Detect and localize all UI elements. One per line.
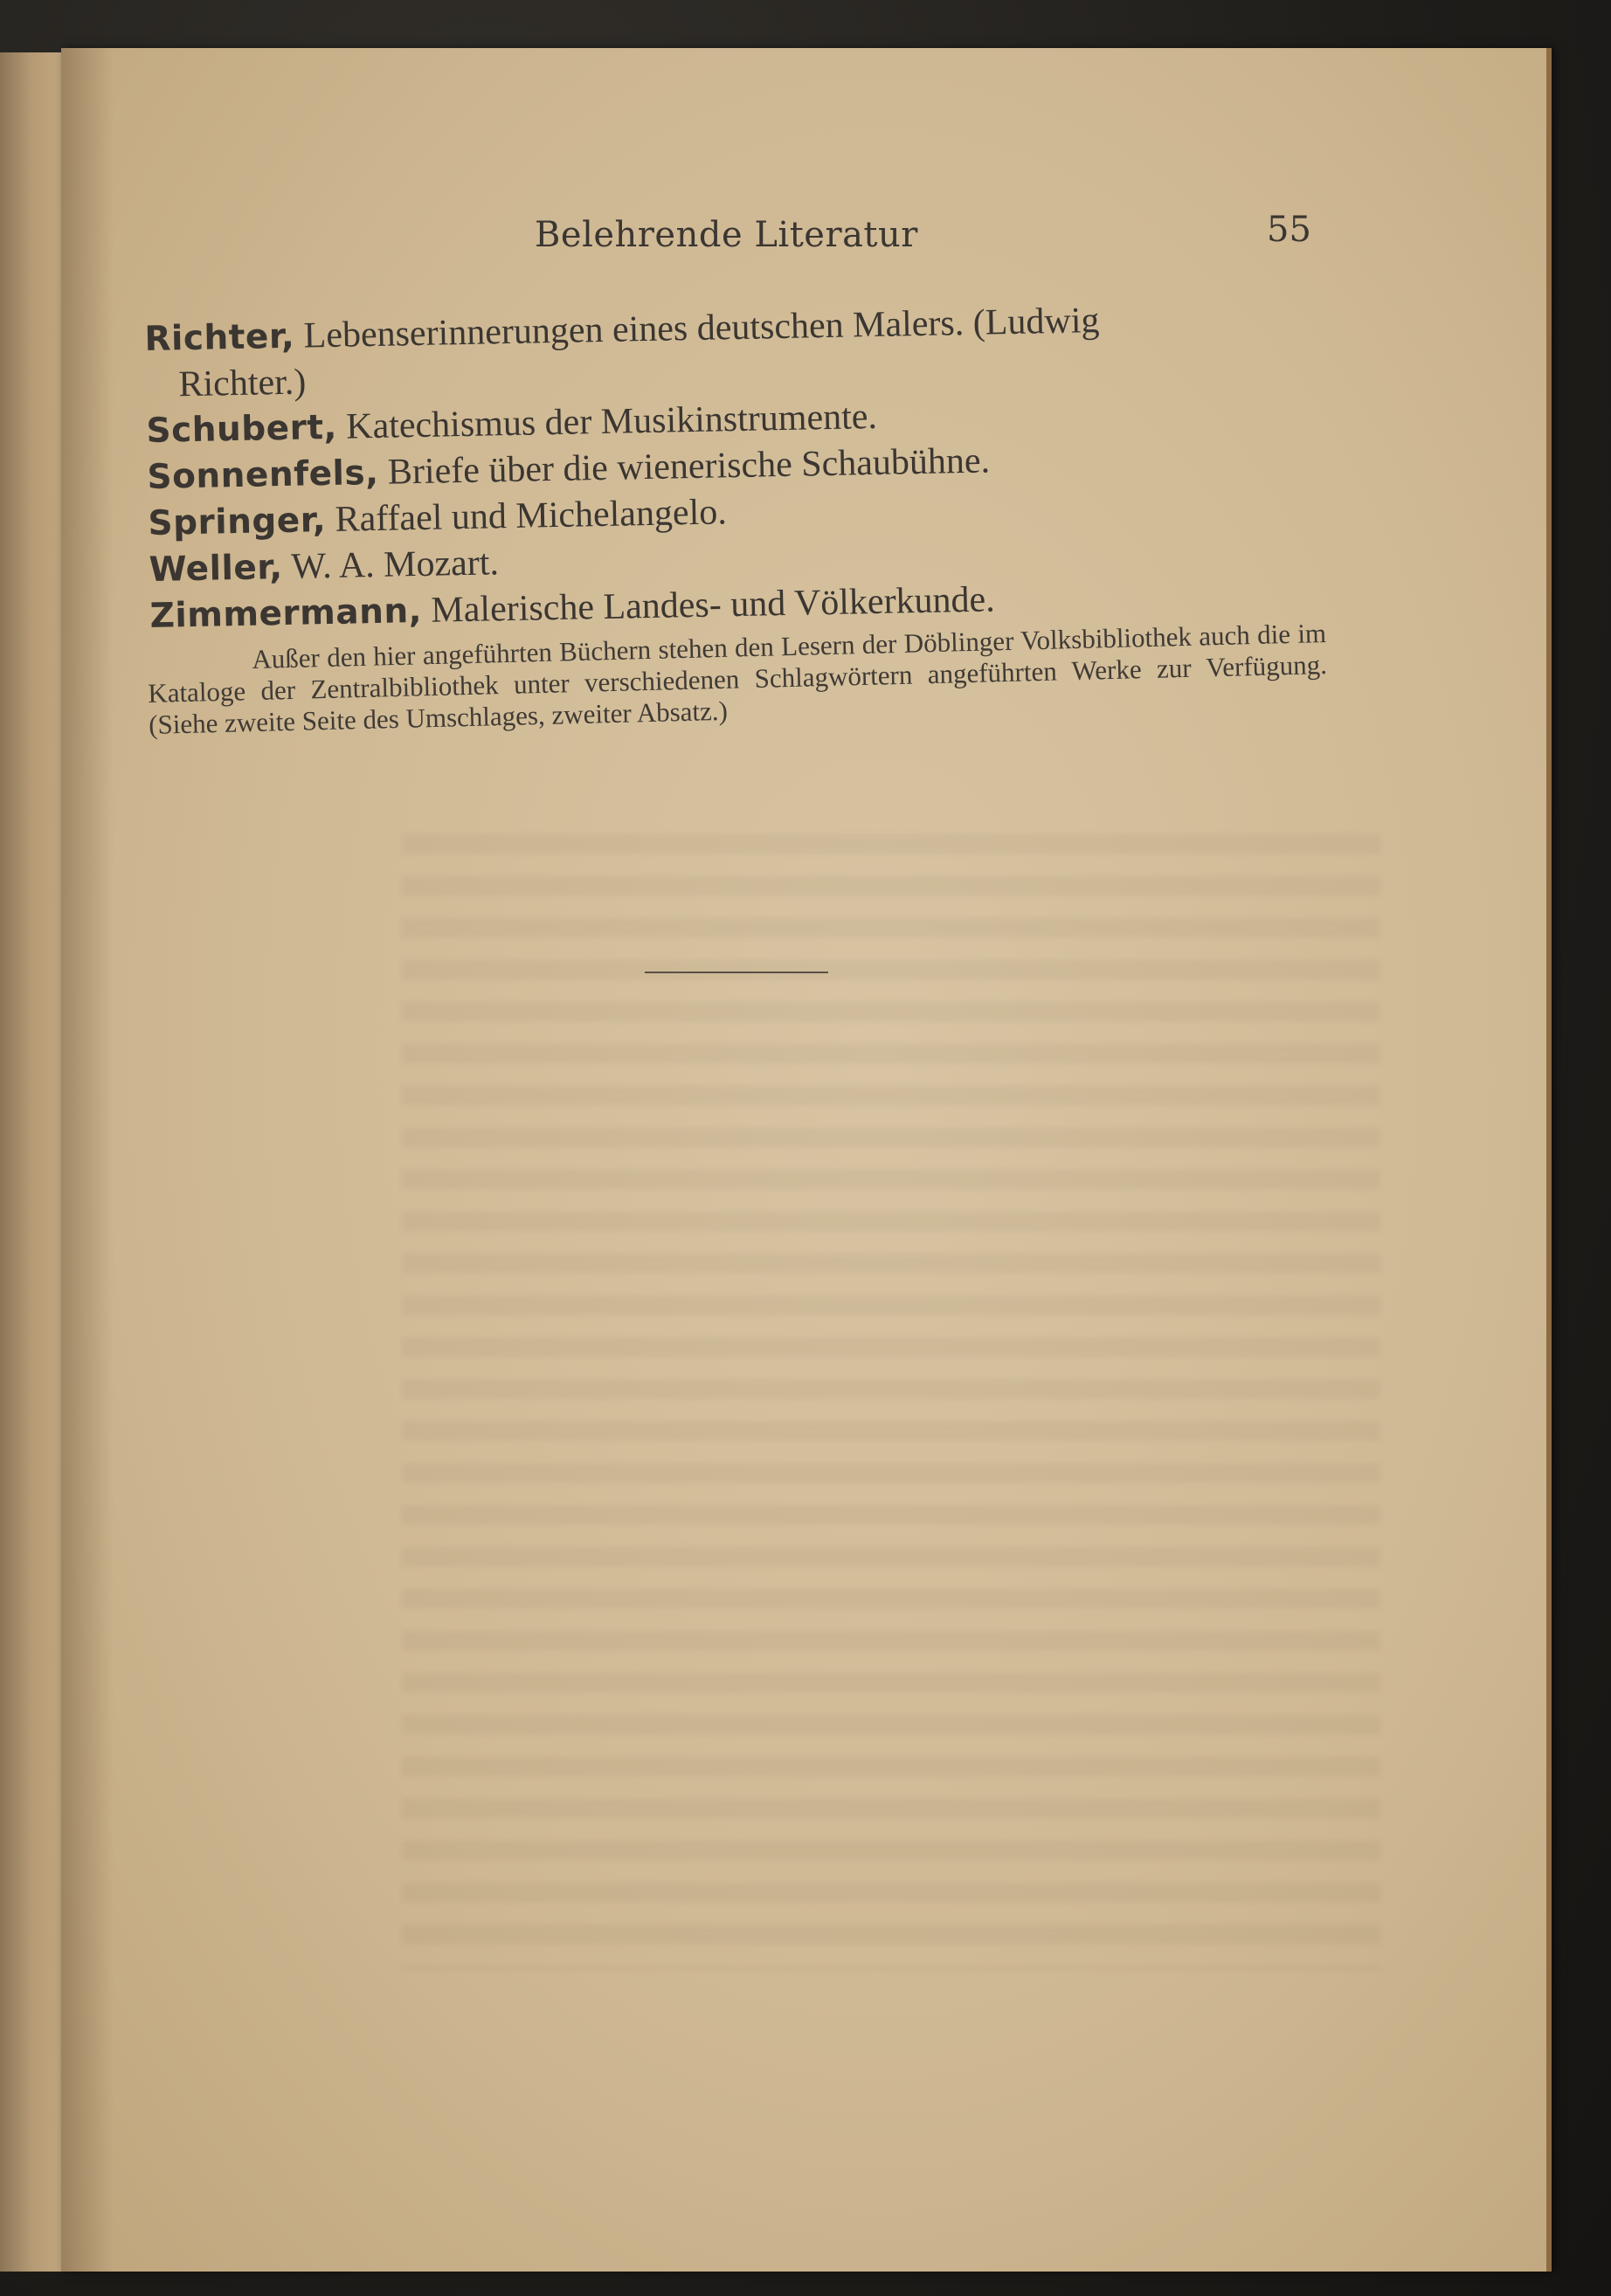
- show-through-text: [402, 834, 1380, 1970]
- entry-author: Weller,: [149, 548, 284, 590]
- entry-title: Katechismus der Musikinstrumente.: [345, 396, 878, 447]
- entry-author: Zimmermann,: [149, 591, 423, 636]
- entry-title: Malerische Landes- und Völkerkunde.: [430, 579, 996, 631]
- entry-title: Raffael und Michelangelo.: [335, 492, 728, 540]
- entry-title-continuation: Richter.): [178, 362, 307, 405]
- page-number: 55: [1267, 210, 1311, 250]
- section-divider: [645, 972, 828, 973]
- bibliography-list: [144, 294, 1338, 640]
- entry-author: Sonnenfels,: [147, 453, 379, 497]
- entry-title: Briefe über die wienerische Schaubühne.: [387, 440, 991, 493]
- entry-author: Springer,: [148, 501, 327, 543]
- library-note: Außer den hier angeführten Büchern stehen den Lesern der Döblinger Volksbibliothek auch die im Kataloge der Zentralbibliothek unter verschiedenen Schlagwörtern angeführten Werke zur Verfügung. (Siehe zweite Seite des Umschlages, zweiter Absatz.): [147, 618, 1328, 740]
- entry-author: Schubert,: [146, 407, 338, 451]
- entry-title: Lebenserinnerungen eines deutschen Malers. (Ludwig: [303, 301, 1100, 356]
- entry-title: W. A. Mozart.: [290, 543, 500, 587]
- running-head: Belehrende Literatur: [535, 215, 918, 255]
- entry-author: Richter,: [144, 316, 295, 359]
